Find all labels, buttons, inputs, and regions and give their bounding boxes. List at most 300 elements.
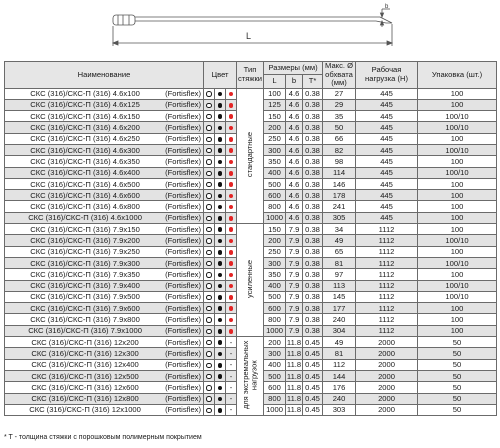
cell-pack: 50 <box>418 359 497 370</box>
cell-max: 178 <box>323 190 356 201</box>
color-white-cell <box>204 201 215 212</box>
cell-b: 11.8 <box>286 405 302 415</box>
product-name-cell <box>5 382 204 393</box>
cell-t: 0.38 <box>303 190 323 201</box>
brand-label: (Fortisflex) <box>165 303 201 313</box>
brand-label: (Fortisflex) <box>165 348 201 358</box>
black-dot-icon <box>218 194 223 199</box>
table-header <box>5 62 497 89</box>
tie-type-cell <box>237 224 264 337</box>
product-name-cell <box>5 269 204 280</box>
product-name-cell <box>5 303 204 314</box>
color-red-cell <box>226 224 237 235</box>
color-red-cell <box>226 156 237 167</box>
cell-t: 0.38 <box>303 156 323 167</box>
product-name: СКС (316)/СКС-П (316) 7.9х350 <box>30 269 140 279</box>
color-black-cell <box>215 404 226 415</box>
cell-max: 112 <box>323 359 356 370</box>
black-dot-icon <box>218 103 223 108</box>
product-name-cell <box>5 370 204 381</box>
cell-pack: 100/10 <box>418 235 497 246</box>
cell-t: 0.38 <box>303 212 323 223</box>
cell-b: 4.6 <box>286 122 303 133</box>
cell-pack: 50 <box>418 348 497 359</box>
color-red-cell <box>226 303 237 314</box>
product-name: СКС (316)/СКС-П (316) 4.6х200 <box>30 123 140 133</box>
product-name-cell <box>5 393 204 404</box>
cell-l: 800 <box>264 393 286 404</box>
red-dot-icon <box>229 205 234 210</box>
product-name: СКС (316)/СКС-П (316) 7.9х400 <box>30 281 140 291</box>
cell-max: 145 <box>323 291 356 302</box>
brand-label: (Fortisflex) <box>165 292 201 302</box>
cell-pack: 100 <box>418 314 497 325</box>
cell-pack: 100/10 <box>418 257 497 268</box>
cell-pack: 100/10 <box>418 144 497 155</box>
black-dot-icon <box>218 160 223 165</box>
red-dot-icon <box>229 295 234 300</box>
tie-band <box>135 17 392 23</box>
color-black-cell <box>215 133 226 144</box>
footnote: * T - толщина стяжки с порошковым полимерным покрытием <box>4 434 202 441</box>
cell-b: 7.9 <box>286 325 303 336</box>
cell-l: 200 <box>264 337 286 348</box>
color-red-cell <box>226 88 237 99</box>
cell-b: 11.8 <box>286 360 302 370</box>
product-name-cell <box>5 314 204 325</box>
cell-load: 1112 <box>356 235 418 246</box>
cell-load: 2000 <box>356 337 418 348</box>
color-black-cell <box>215 111 226 122</box>
product-name-cell <box>5 235 204 246</box>
cell-b: 4.6 <box>286 190 303 201</box>
red-dot-icon <box>229 103 234 108</box>
brand-label: (Fortisflex) <box>165 100 201 110</box>
color-red-cell <box>226 99 237 110</box>
color-unavailable: - <box>226 382 237 393</box>
color-white-cell <box>204 246 215 257</box>
cell-l: 400 <box>264 280 286 291</box>
color-red-cell <box>226 235 237 246</box>
color-red-cell <box>226 122 237 133</box>
black-dot-icon <box>218 386 223 391</box>
cell-b: 7.9 <box>286 235 303 246</box>
brand-label: (Fortisflex) <box>165 382 201 392</box>
color-red-cell <box>226 325 237 336</box>
black-dot-icon <box>218 227 223 232</box>
cell-pack: 100 <box>418 190 497 201</box>
cell-pack: 100 <box>418 88 497 99</box>
cell-b: 4.6 <box>286 167 303 178</box>
cell-pack: 100 <box>418 156 497 167</box>
product-name: СКС (316)/СКС-П (316) 7.9х800 <box>30 315 140 325</box>
product-name: СКС (316)/СКС-П (316) 12х300 <box>31 348 139 358</box>
spec-table <box>4 61 497 416</box>
product-name-cell <box>5 201 204 212</box>
product-name: СКС (316)/СКС-П (316) 4.6х100 <box>30 89 140 99</box>
cell-b: 4.6 <box>286 201 303 212</box>
cell-max: 303 <box>323 404 356 415</box>
cell-pack: 100 <box>418 212 497 223</box>
cell-load: 2000 <box>356 404 418 415</box>
cell-load: 2000 <box>356 348 418 359</box>
cell-load: 1112 <box>356 269 418 280</box>
cell-max: 66 <box>323 133 356 144</box>
cell-max: 177 <box>323 303 356 314</box>
color-red-cell <box>226 167 237 178</box>
product-name: СКС (316)/СКС-П (316) 4.6х500 <box>30 179 140 189</box>
product-name: СКС (316)/СКС-П (316) 12х1000 <box>29 405 141 415</box>
brand-label: (Fortisflex) <box>165 360 201 370</box>
color-black-cell <box>215 382 226 393</box>
color-white-cell <box>204 235 215 246</box>
cell-l: 1000 <box>264 404 286 415</box>
cell-b: 4.6 <box>286 156 303 167</box>
color-black-cell <box>215 291 226 302</box>
color-white-cell <box>204 303 215 314</box>
black-dot-icon <box>218 363 223 368</box>
white-dot-icon <box>206 204 211 209</box>
cell-l: 300 <box>264 348 286 359</box>
black-dot-icon <box>218 261 223 266</box>
cell-load: 445 <box>356 212 418 223</box>
cell-pack: 100/10 <box>418 111 497 122</box>
white-dot-icon <box>206 159 211 164</box>
cell-pack: 50 <box>418 404 497 415</box>
cell-t: 0.38 <box>303 280 323 291</box>
product-name-cell <box>5 212 204 223</box>
brand-label: (Fortisflex) <box>165 134 201 144</box>
product-name: СКС (316)/СКС-П (316) 12х600 <box>31 382 139 392</box>
product-name: СКС (316)/СКС-П (316) 4.6х150 <box>30 111 140 121</box>
cell-load: 2000 <box>356 370 418 381</box>
tie-type-cell <box>237 88 264 224</box>
color-red-cell <box>226 111 237 122</box>
cell-l: 125 <box>264 99 286 110</box>
red-dot-icon <box>229 160 234 165</box>
cell-t: 0.38 <box>303 325 323 336</box>
brand-label: (Fortisflex) <box>165 236 201 245</box>
product-name: СКС (316)/СКС-П (316) 12х500 <box>31 371 139 381</box>
white-dot-icon <box>206 103 211 108</box>
product-name: СКС (316)/СКС-П (316) 7.9х200 <box>30 236 140 245</box>
red-dot-icon <box>229 273 234 278</box>
cell-l: 100 <box>264 88 286 99</box>
white-dot-icon <box>206 216 211 221</box>
color-red-cell <box>226 291 237 302</box>
white-dot-icon <box>206 193 211 198</box>
brand-label: (Fortisflex) <box>165 224 201 234</box>
product-name: СКС (316)/СКС-П (316) 7.9х150 <box>30 224 140 234</box>
color-white-cell <box>204 291 215 302</box>
cell-pack: 100 <box>418 224 497 235</box>
white-dot-icon <box>206 306 211 311</box>
cell-t: 0.45 <box>303 337 323 348</box>
brand-label: (Fortisflex) <box>165 168 201 178</box>
cell-l: 800 <box>264 201 286 212</box>
color-black-cell <box>215 393 226 404</box>
header-name: Наименование <box>5 62 204 89</box>
color-unavailable: - <box>226 393 237 404</box>
product-name-cell <box>5 337 204 348</box>
brand-label: (Fortisflex) <box>165 258 201 268</box>
white-dot-icon <box>206 329 211 334</box>
brand-label: (Fortisflex) <box>165 247 201 257</box>
cell-pack: 100 <box>418 246 497 257</box>
product-name-cell <box>5 111 204 122</box>
cell-l: 600 <box>264 190 286 201</box>
black-dot-icon <box>218 148 223 153</box>
cell-b: 7.9 <box>286 314 303 325</box>
cell-t: 0.38 <box>303 133 323 144</box>
white-dot-icon <box>206 374 211 379</box>
cell-load: 445 <box>356 156 418 167</box>
color-black-cell <box>215 156 226 167</box>
red-dot-icon <box>229 148 234 153</box>
brand-label: (Fortisflex) <box>165 123 201 133</box>
cell-pack: 50 <box>418 382 497 393</box>
color-unavailable: - <box>226 404 237 415</box>
width-label: b <box>385 4 389 10</box>
cell-load: 2000 <box>356 382 418 393</box>
black-dot-icon <box>218 329 223 334</box>
cell-b: 4.6 <box>286 178 303 189</box>
color-black-cell <box>215 314 226 325</box>
cell-l: 400 <box>264 359 286 370</box>
header-T: T* <box>303 75 323 88</box>
product-name: СКС (316)/СКС-П (316) 12х800 <box>31 394 139 404</box>
color-white-cell <box>204 404 215 415</box>
cell-load: 445 <box>356 144 418 155</box>
color-white-cell <box>204 269 215 280</box>
color-red-cell <box>226 246 237 257</box>
cell-pack: 50 <box>418 370 497 381</box>
product-name-cell <box>5 246 204 257</box>
color-white-cell <box>204 370 215 381</box>
cell-l: 1000 <box>264 325 286 336</box>
product-name: СКС (316)/СКС-П (316) 4.6х600 <box>30 190 140 200</box>
color-black-cell <box>215 224 226 235</box>
red-dot-icon <box>229 239 234 244</box>
cell-b: 11.8 <box>286 337 302 347</box>
tie-type-cell <box>237 337 264 416</box>
cell-l: 350 <box>264 156 286 167</box>
cell-b: 11.8 <box>286 382 302 392</box>
cell-l: 300 <box>264 257 286 268</box>
cell-pack: 50 <box>418 337 497 348</box>
white-dot-icon <box>206 114 211 119</box>
product-name-cell <box>5 122 204 133</box>
header-color: Цвет <box>204 62 237 89</box>
white-dot-icon <box>206 227 211 232</box>
color-white-cell <box>204 99 215 110</box>
cell-b: 4.6 <box>286 133 303 144</box>
header-load: Рабочая нагрузка (Н) <box>356 62 418 89</box>
product-name-cell <box>5 144 204 155</box>
white-dot-icon <box>206 340 211 345</box>
brand-label: (Fortisflex) <box>165 337 201 347</box>
color-white-cell <box>204 257 215 268</box>
tie-type-label: стандартные <box>244 132 254 178</box>
product-name-cell <box>5 348 204 359</box>
product-name: СКС (316)/СКС-П (316) 4.6х350 <box>30 156 140 166</box>
product-name-cell <box>5 280 204 291</box>
red-dot-icon <box>229 92 234 97</box>
color-white-cell <box>204 280 215 291</box>
header-sizes: Размеры (мм) <box>264 62 323 75</box>
cell-b: 4.6 <box>286 99 303 110</box>
cell-t: 0.38 <box>303 167 323 178</box>
color-black-cell <box>215 370 226 381</box>
cell-pack: 100/10 <box>418 280 497 291</box>
product-name: СКС (316)/СКС-П (316) 4.6х125 <box>30 100 140 110</box>
white-dot-icon <box>206 295 211 300</box>
black-dot-icon <box>218 114 223 119</box>
black-dot-icon <box>218 318 223 323</box>
cell-l: 250 <box>264 246 286 257</box>
brand-label: (Fortisflex) <box>165 269 201 279</box>
red-dot-icon <box>229 261 234 266</box>
product-name-cell <box>5 88 204 99</box>
red-dot-icon <box>229 306 234 311</box>
brand-label: (Fortisflex) <box>165 281 201 291</box>
cell-load: 445 <box>356 178 418 189</box>
color-black-cell <box>215 212 226 223</box>
cell-load: 1112 <box>356 291 418 302</box>
color-white-cell <box>204 111 215 122</box>
cell-load: 445 <box>356 190 418 201</box>
header-L: L <box>264 75 286 88</box>
cell-load: 445 <box>356 122 418 133</box>
cell-max: 35 <box>323 111 356 122</box>
color-white-cell <box>204 314 215 325</box>
cell-max: 82 <box>323 144 356 155</box>
color-black-cell <box>215 122 226 133</box>
cell-load: 445 <box>356 167 418 178</box>
product-name: СКС (316)/СКС-П (316) 12х200 <box>31 337 139 347</box>
white-dot-icon <box>206 363 211 368</box>
cell-t: 0.38 <box>303 269 323 280</box>
cell-b: 11.8 <box>286 371 302 381</box>
header-pack: Упаковка (шт.) <box>418 62 497 89</box>
white-dot-icon <box>206 182 211 187</box>
cell-l: 150 <box>264 111 286 122</box>
white-dot-icon <box>206 91 211 96</box>
black-dot-icon <box>218 306 223 311</box>
color-black-cell <box>215 303 226 314</box>
cell-load: 1112 <box>356 246 418 257</box>
cell-max: 144 <box>323 370 356 381</box>
cell-max: 176 <box>323 382 356 393</box>
cell-max: 97 <box>323 269 356 280</box>
black-dot-icon <box>218 216 223 221</box>
color-red-cell <box>226 314 237 325</box>
color-red-cell <box>226 257 237 268</box>
color-white-cell <box>204 382 215 393</box>
cell-t: 0.38 <box>303 246 323 257</box>
cell-l: 600 <box>264 303 286 314</box>
cell-b: 7.9 <box>286 257 303 268</box>
color-white-cell <box>204 133 215 144</box>
cell-t: 0.38 <box>303 99 323 110</box>
brand-label: (Fortisflex) <box>165 179 201 189</box>
black-dot-icon <box>218 397 223 402</box>
cell-max: 27 <box>323 88 356 99</box>
red-dot-icon <box>229 250 234 255</box>
cable-tie-drawing <box>0 0 500 60</box>
product-name-cell <box>5 178 204 189</box>
product-name-cell <box>5 133 204 144</box>
cell-l: 400 <box>264 167 286 178</box>
brand-label: (Fortisflex) <box>165 89 201 99</box>
black-dot-icon <box>218 374 223 379</box>
tie-type-label: усиленные <box>244 260 254 299</box>
color-white-cell <box>204 359 215 370</box>
cell-pack: 100 <box>418 201 497 212</box>
red-dot-icon <box>229 194 234 199</box>
cell-l: 800 <box>264 314 286 325</box>
color-black-cell <box>215 337 226 348</box>
table-row <box>5 88 497 99</box>
color-white-cell <box>204 144 215 155</box>
red-dot-icon <box>229 216 234 221</box>
color-black-cell <box>215 201 226 212</box>
cell-l: 200 <box>264 235 286 246</box>
cell-pack: 100 <box>418 303 497 314</box>
cell-load: 1112 <box>356 280 418 291</box>
color-white-cell <box>204 337 215 348</box>
product-name: СКС (316)/СКС-П (316) 4.6х400 <box>30 168 140 178</box>
color-black-cell <box>215 348 226 359</box>
white-dot-icon <box>206 137 211 142</box>
cell-pack: 100 <box>418 133 497 144</box>
color-white-cell <box>204 212 215 223</box>
cell-t: 0.38 <box>303 88 323 99</box>
color-unavailable: - <box>226 337 237 348</box>
black-dot-icon <box>218 182 223 187</box>
black-dot-icon <box>218 205 223 210</box>
length-label: L <box>246 31 252 41</box>
product-name-cell <box>5 359 204 370</box>
table-body <box>5 88 497 416</box>
cell-l: 150 <box>264 224 286 235</box>
color-red-cell <box>226 133 237 144</box>
cell-t: 0.45 <box>303 404 323 415</box>
product-name-cell <box>5 325 204 336</box>
cell-max: 114 <box>323 167 356 178</box>
product-name: СКС (316)/СКС-П (316) 7.9х600 <box>30 303 140 313</box>
cell-max: 304 <box>323 325 356 336</box>
cell-b: 7.9 <box>286 303 303 314</box>
color-white-cell <box>204 325 215 336</box>
cell-l: 300 <box>264 144 286 155</box>
cell-b: 4.6 <box>286 111 303 122</box>
color-red-cell <box>226 190 237 201</box>
red-dot-icon <box>229 114 234 119</box>
black-dot-icon <box>218 295 223 300</box>
header-b: b <box>286 75 303 88</box>
white-dot-icon <box>206 250 211 255</box>
color-black-cell <box>215 257 226 268</box>
color-white-cell <box>204 167 215 178</box>
cell-t: 0.38 <box>303 314 323 325</box>
white-dot-icon <box>206 261 211 266</box>
color-unavailable: - <box>226 348 237 359</box>
black-dot-icon <box>218 408 223 413</box>
red-dot-icon <box>229 126 234 131</box>
brand-label: (Fortisflex) <box>165 213 201 223</box>
black-dot-icon <box>218 340 223 345</box>
